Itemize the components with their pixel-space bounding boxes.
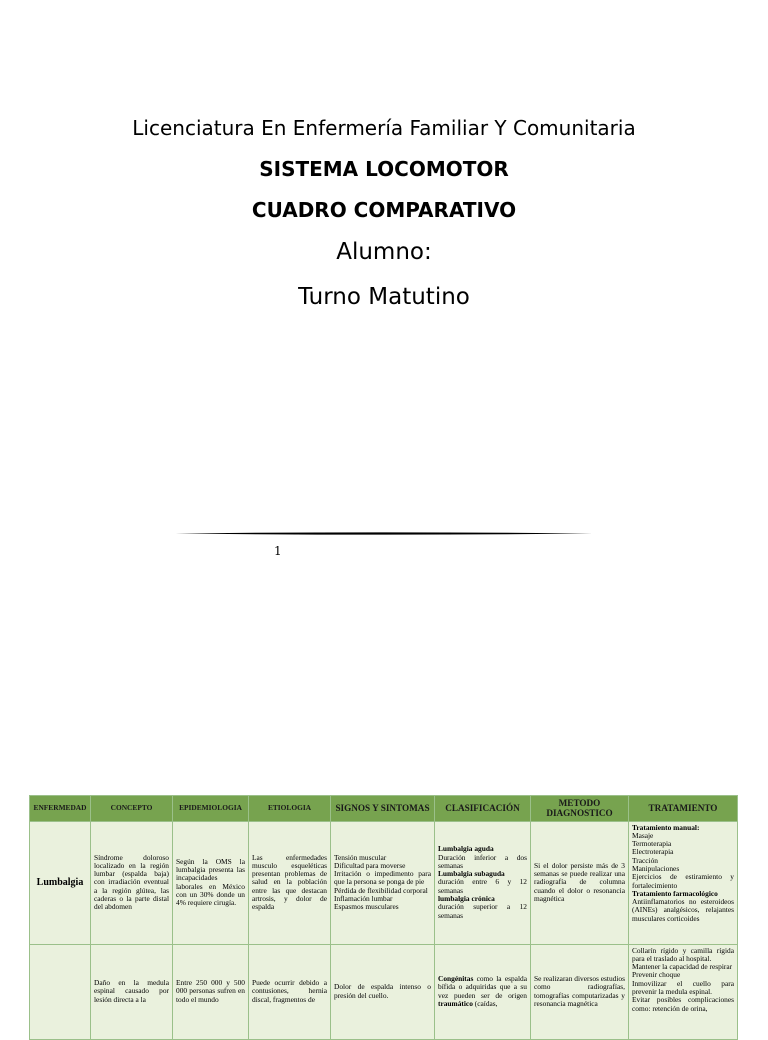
- signos-cell: Dolor de espalda intenso o presión del cuello.: [331, 944, 435, 1039]
- tratamiento-item: Evitar posibles complicaciones como: retención de orina,: [632, 995, 734, 1013]
- program-title: Licenciatura En Enfermería Familiar Y Comunitaria: [132, 116, 636, 140]
- header-enfermedad: ENFERMEDAD: [30, 796, 91, 822]
- header-epidemiologia: EPIDEMIOLOGIA: [173, 796, 249, 822]
- tratamiento-item: Manipulaciones: [632, 864, 680, 873]
- epidemiologia-cell: Entre 250 000 y 500 000 personas sufren en todo el mundo: [173, 944, 249, 1039]
- disease-name: Lumbalgia: [30, 821, 91, 944]
- tratamiento-item: Inmovilizar el cuello para prevenir la medula espinal.: [632, 978, 734, 996]
- signo-item: Pérdida de flexibilidad corporal: [334, 885, 428, 895]
- signo-item: Irritación o impedimento para que la persona se ponga de pie: [334, 869, 431, 887]
- clasificacion-cell: [435, 944, 531, 1039]
- metodo-cell: Si el dolor persiste más de 3 semanas se puede realizar una radiografía de columna cuando el dolor o resonancia magnética: [531, 821, 629, 944]
- signo-item: Dificultad para moverse: [334, 860, 406, 870]
- etiologia-cell: Puede ocurrir debido a contusiones, hernia discal, fragmentos de: [249, 944, 331, 1039]
- tratamiento-item: Prevenir choque: [632, 970, 681, 980]
- table-row: [30, 821, 738, 944]
- clasificacion-label: Congénitas: [438, 974, 474, 984]
- tratamiento-item: Termoterapia: [632, 839, 672, 849]
- concepto-cell: Síndrome doloroso localizado en la región lumbar (espalda baja) con irradiación eventual a la región glútea, las caderas o la parte distal del abdomen: [91, 821, 173, 944]
- tratamiento-item: Tracción: [632, 855, 659, 865]
- disease-name: [30, 944, 91, 1039]
- header-etiologia: ETIOLOGIA: [249, 796, 331, 822]
- clasificacion-label: traumático: [438, 998, 473, 1008]
- student-label: Alumno:: [336, 239, 432, 265]
- clasificacion-cell: [435, 821, 531, 944]
- clasificacion-label: Lumbalgia subaguda: [438, 869, 505, 879]
- shift-label: Turno Matutino: [298, 284, 470, 310]
- tratamiento-item: Electroterapia: [632, 847, 674, 857]
- tratamiento-item: Mantener la capacidad de respirar: [632, 962, 733, 972]
- metodo-cell: Se realizaran diversos estudios como radiografías, tomografías computarizadas y resonancia magnética: [531, 944, 629, 1039]
- document-title: CUADRO COMPARATIVO: [251, 198, 517, 222]
- header-clasificacion: CLASIFICACIÓN: [435, 796, 531, 822]
- concepto-cell: Daño en la medula espinal causado por lesión directa a la: [91, 944, 173, 1039]
- tratamiento-label: Tratamiento manual:: [632, 822, 700, 832]
- clasificacion-label: lumbalgia crónica: [438, 894, 495, 904]
- table-header-row: [30, 796, 738, 822]
- clasificacion-text: Duración inferior a dos semanas: [438, 852, 527, 870]
- clasificacion-text: duración entre 6 y 12 semanas: [438, 877, 527, 895]
- page-number: 1: [274, 544, 282, 558]
- page-divider: [175, 531, 593, 536]
- comparison-table: [29, 795, 737, 1040]
- clasificacion-text: duración superior a 12 semanas: [438, 902, 527, 920]
- signos-cell: [331, 821, 435, 944]
- tratamiento-label: Tratamiento farmacológico: [632, 888, 718, 898]
- header-signos: SIGNOS Y SINTOMAS: [331, 796, 435, 822]
- signo-item: Tensión muscular: [334, 852, 387, 862]
- table-row: [30, 944, 738, 1039]
- header-metodo: METODO DIAGNOSTICO: [531, 796, 629, 822]
- signo-item: Inflamación lumbar: [334, 894, 393, 904]
- epidemiologia-cell: Según la OMS la lumbalgia presenta las incapacidades laborales en México con un 30% donde un 4% requiere cirugía.: [173, 821, 249, 944]
- header-concepto: CONCEPTO: [91, 796, 173, 822]
- tratamiento-cell: [629, 944, 738, 1039]
- etiologia-cell: Las enfermedades musculo esqueléticas presentan problemas de salud en la población entre las que destacan artrosis, y dolor de espalda: [249, 821, 331, 944]
- tratamiento-item: Collarín rígido y camilla rígida para el traslado al hospital.: [632, 945, 734, 963]
- subject-title: SISTEMA LOCOMOTOR: [259, 157, 509, 181]
- header-tratamiento: TRATAMIENTO: [629, 796, 738, 822]
- tratamiento-cell: [629, 821, 738, 944]
- signo-item: Espasmos musculares: [334, 902, 399, 912]
- tratamiento-item: Ejercicios de estiramiento y fortalecimiento: [632, 872, 734, 890]
- clasificacion-text: como la espalda bífida o adquiridas que a su vez pueden ser de origen: [438, 974, 527, 1000]
- clasificacion-label: Lumbalgia aguda: [438, 844, 494, 854]
- tratamiento-item: Antiinflamatorios no esteroideos (AINEs) analgésicos, relajantes musculares corticoides: [632, 897, 734, 923]
- clasificacion-text: (caídas,: [474, 998, 498, 1008]
- tratamiento-item: Masaje: [632, 830, 654, 840]
